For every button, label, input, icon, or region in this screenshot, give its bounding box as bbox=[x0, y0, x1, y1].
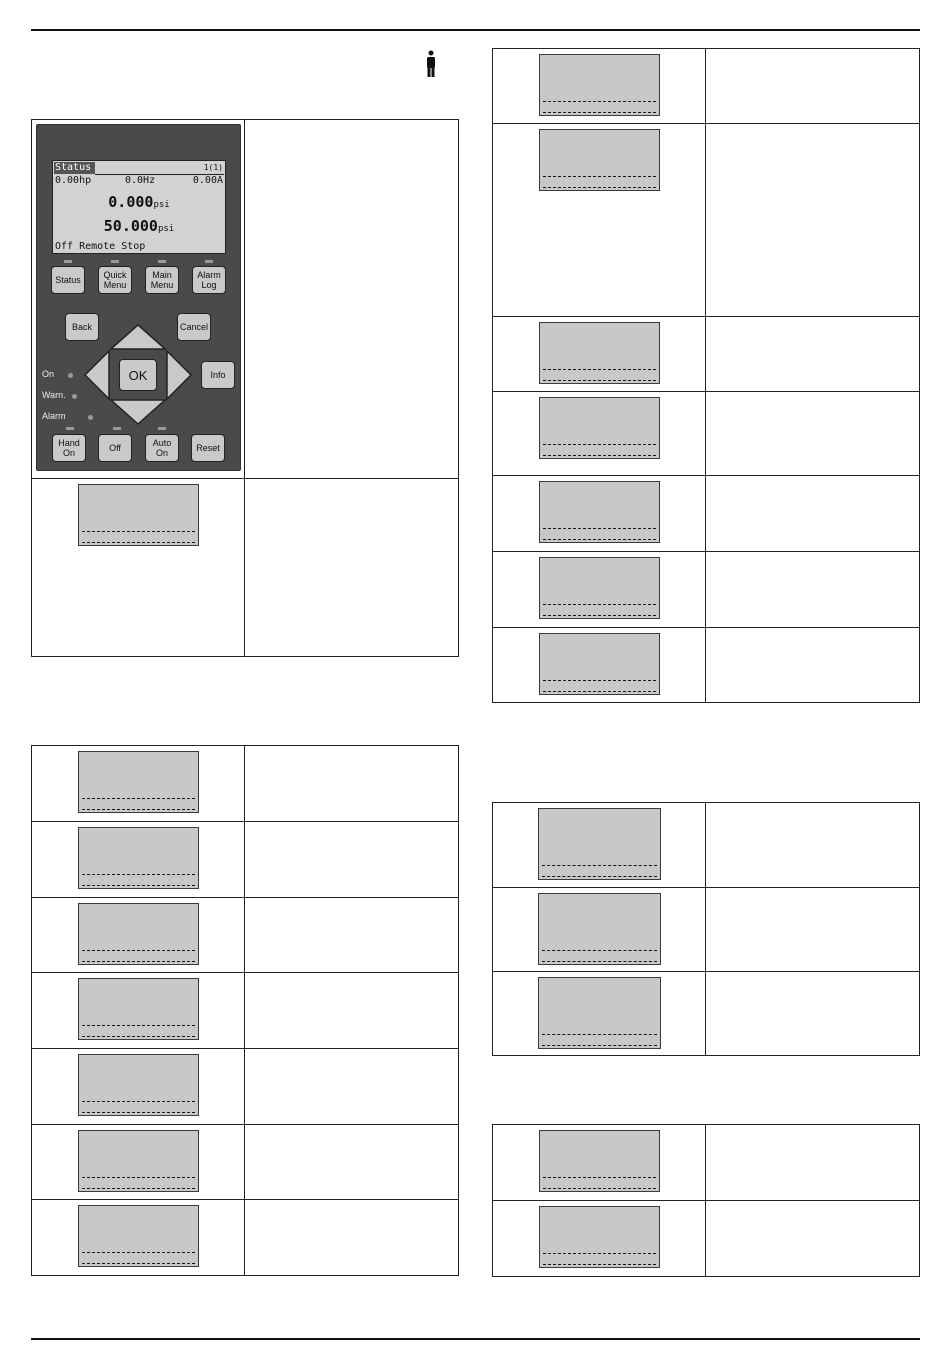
panel-display bbox=[52, 160, 226, 254]
control-panel bbox=[36, 124, 241, 471]
status-button[interactable]: Status bbox=[51, 266, 85, 294]
lcd-display bbox=[78, 1205, 199, 1267]
display-table-right-2 bbox=[492, 802, 920, 1056]
status-line: Off Remote Stop bbox=[55, 241, 146, 252]
table-row bbox=[32, 822, 458, 898]
table-row bbox=[493, 552, 919, 628]
footer-rule bbox=[31, 1338, 920, 1340]
cancel-button[interactable]: Cancel bbox=[177, 313, 211, 341]
lcd-display bbox=[538, 808, 661, 880]
table-row bbox=[32, 898, 458, 973]
on-indicator-label: On bbox=[42, 369, 55, 379]
warning-indicator-light bbox=[72, 394, 77, 399]
table-row bbox=[493, 392, 919, 476]
person-icon bbox=[424, 50, 438, 78]
table-row bbox=[493, 476, 919, 552]
lcd-display bbox=[539, 1206, 660, 1268]
main-menu-button[interactable]: Main Menu bbox=[145, 266, 179, 294]
table-row bbox=[493, 1125, 919, 1201]
lcd-display bbox=[539, 397, 660, 459]
lcd-display bbox=[539, 322, 660, 384]
warning-indicator-label: Warn. bbox=[42, 390, 66, 400]
alarm-indicator-light bbox=[88, 415, 93, 420]
frequency-readout: 0.0Hz bbox=[125, 175, 156, 186]
lcd-display bbox=[538, 977, 661, 1049]
lcd-display bbox=[539, 481, 660, 543]
power-readout: 0.00hp bbox=[55, 175, 92, 186]
table-row bbox=[493, 1201, 919, 1277]
table-row bbox=[493, 888, 919, 972]
table-row bbox=[32, 1125, 458, 1200]
lcd-display bbox=[78, 751, 199, 813]
lcd-display bbox=[78, 484, 199, 546]
off-button[interactable]: Off bbox=[98, 434, 132, 462]
alarm-indicator-label: Alarm bbox=[42, 411, 66, 421]
table-row bbox=[32, 973, 458, 1049]
lcd-display bbox=[538, 893, 661, 965]
ok-button[interactable]: OK bbox=[119, 359, 157, 391]
reset-button[interactable]: Reset bbox=[191, 434, 225, 462]
table-row bbox=[493, 124, 919, 317]
readout-2: 50.000psi bbox=[103, 217, 175, 235]
table-row bbox=[493, 972, 919, 1056]
info-button[interactable]: Info bbox=[201, 361, 235, 389]
table-row bbox=[493, 803, 919, 888]
readout-1: 0.000psi bbox=[108, 193, 170, 211]
alarm-log-button[interactable]: Alarm Log bbox=[192, 266, 226, 294]
display-table-left bbox=[31, 745, 459, 1276]
auto-on-button[interactable]: Auto On bbox=[145, 434, 179, 462]
lcd-display bbox=[78, 1130, 199, 1192]
hand-on-button[interactable]: Hand On bbox=[52, 434, 86, 462]
display-table-right-3 bbox=[492, 1124, 920, 1277]
quick-menu-button[interactable]: Quick Menu bbox=[98, 266, 132, 294]
lcd-display bbox=[78, 827, 199, 889]
table-row bbox=[493, 49, 919, 124]
lcd-display bbox=[78, 903, 199, 965]
table-row bbox=[32, 1200, 458, 1276]
display-title: Status bbox=[54, 162, 95, 174]
arrow-right-icon[interactable] bbox=[165, 349, 193, 401]
on-indicator-light bbox=[68, 373, 73, 378]
display-table-right-1 bbox=[492, 48, 920, 703]
header-rule bbox=[31, 29, 920, 31]
table-row bbox=[32, 479, 458, 657]
lcd-display bbox=[539, 129, 660, 191]
arrow-up-icon[interactable] bbox=[109, 323, 167, 351]
arrow-down-icon[interactable] bbox=[109, 398, 167, 426]
setup-indicator: 1(1) bbox=[203, 163, 223, 172]
lcd-display bbox=[539, 557, 660, 619]
current-readout: 0.00A bbox=[192, 175, 223, 186]
lcd-display bbox=[539, 54, 660, 116]
table-row bbox=[493, 628, 919, 703]
lcd-display bbox=[78, 1054, 199, 1116]
table-row bbox=[493, 317, 919, 392]
lcd-display bbox=[78, 978, 199, 1040]
arrow-left-icon[interactable] bbox=[83, 349, 111, 401]
table-row bbox=[32, 746, 458, 822]
lcd-display bbox=[539, 1130, 660, 1192]
table-row bbox=[32, 1049, 458, 1125]
back-button[interactable]: Back bbox=[65, 313, 99, 341]
lcd-display bbox=[539, 633, 660, 695]
